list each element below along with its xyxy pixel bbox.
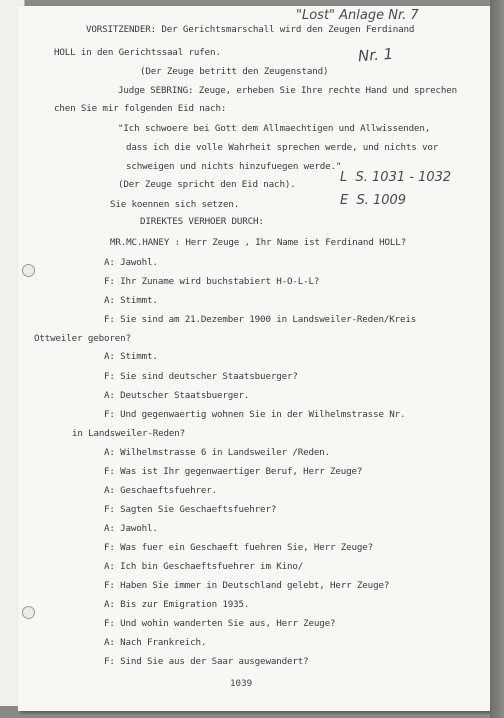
text-line: F: Was ist Ihr gegenwaertiger Beruf, Herr Zeuge? (104, 466, 363, 477)
punch-hole (22, 606, 35, 619)
text-line: VORSITZENDER: Der Gerichtsmarschall wird den Zeugen Ferdinand (86, 24, 415, 35)
text-line: Sie koennen sich setzen. (110, 199, 240, 210)
text-line: Ottweiler geboren? (34, 333, 131, 344)
text-line: A: Ich bin Geschaeftsfuehrer im Kino/ (104, 561, 304, 572)
text-line: F: Was fuer ein Geschaeft fuehren Sie, Herr Zeuge? (104, 542, 374, 553)
handwritten-annotation-lost: "Lost" Anlage Nr. 7 (296, 8, 419, 23)
handwritten-annotation-ref-l: L S. 1031 - 1032 (340, 170, 452, 185)
text-line: F: Sie sind am 21.Dezember 1900 in Landsweiler-Reden/Kreis (104, 314, 417, 325)
text-line: F: Ihr Zuname wird buchstabiert H-O-L-L? (104, 276, 320, 287)
text-line: A: Bis zur Emigration 1935. (104, 599, 250, 610)
text-line: F: Und wohin wanderten Sie aus, Herr Zeuge? (104, 618, 336, 629)
punch-hole (22, 264, 35, 277)
text-line: "Ich schwoere bei Gott dem Allmaechtigen und Allwissenden, (118, 123, 431, 134)
handwritten-annotation-number: Nr. 1 (357, 44, 394, 66)
text-line: schweigen und nichts hinzufuegen werde." (126, 161, 342, 172)
text-line: A: Wilhelmstrasse 6 in Landsweiler /Reden. (104, 447, 331, 458)
text-line: Judge SEBRING: Zeuge, erheben Sie Ihre rechte Hand und sprechen (118, 85, 458, 96)
text-line: F: Sie sind deutscher Staatsbuerger? (104, 371, 298, 382)
text-line: A: Jawohl. (104, 257, 158, 268)
scan-edge-shadow (490, 0, 504, 718)
text-line: DIREKTES VERHOER DURCH: (140, 216, 264, 227)
text-line: in Landsweiler-Reden? (72, 428, 186, 439)
text-line: dass ich die volle Wahrheit sprechen werde, und nichts vor (126, 142, 439, 153)
text-line: F: Sind Sie aus der Saar ausgewandert? (104, 656, 309, 667)
document-page (18, 6, 490, 711)
text-line: A: Geschaeftsfuehrer. (104, 485, 218, 496)
text-line: F: Haben Sie immer in Deutschland gelebt, Herr Zeuge? (104, 580, 390, 591)
text-line: A: Nach Frankreich. (104, 637, 207, 648)
text-line: A: Jawohl. (104, 523, 158, 534)
text-line: F: Sagten Sie Geschaeftsfuehrer? (104, 504, 277, 515)
handwritten-annotation-ref-e: E S. 1009 (340, 193, 407, 208)
text-line: A: Stimmt. (104, 351, 158, 362)
text-line: MR.MC.HANEY : Herr Zeuge , Ihr Name ist Ferdinand HOLL? (110, 237, 406, 248)
text-line: A: Deutscher Staatsbuerger. (104, 390, 250, 401)
page-number: 1039 (230, 678, 253, 689)
text-line: (Der Zeuge betritt den Zeugenstand) (140, 66, 329, 77)
text-line: A: Stimmt. (104, 295, 158, 306)
text-line: F: Und gegenwaertig wohnen Sie in der Wilhelmstrasse Nr. (104, 409, 406, 420)
text-line: chen Sie mir folgenden Eid nach: (54, 103, 227, 114)
text-line: (Der Zeuge spricht den Eid nach). (118, 179, 296, 190)
text-line: HOLL in den Gerichtssaal rufen. (54, 47, 221, 58)
